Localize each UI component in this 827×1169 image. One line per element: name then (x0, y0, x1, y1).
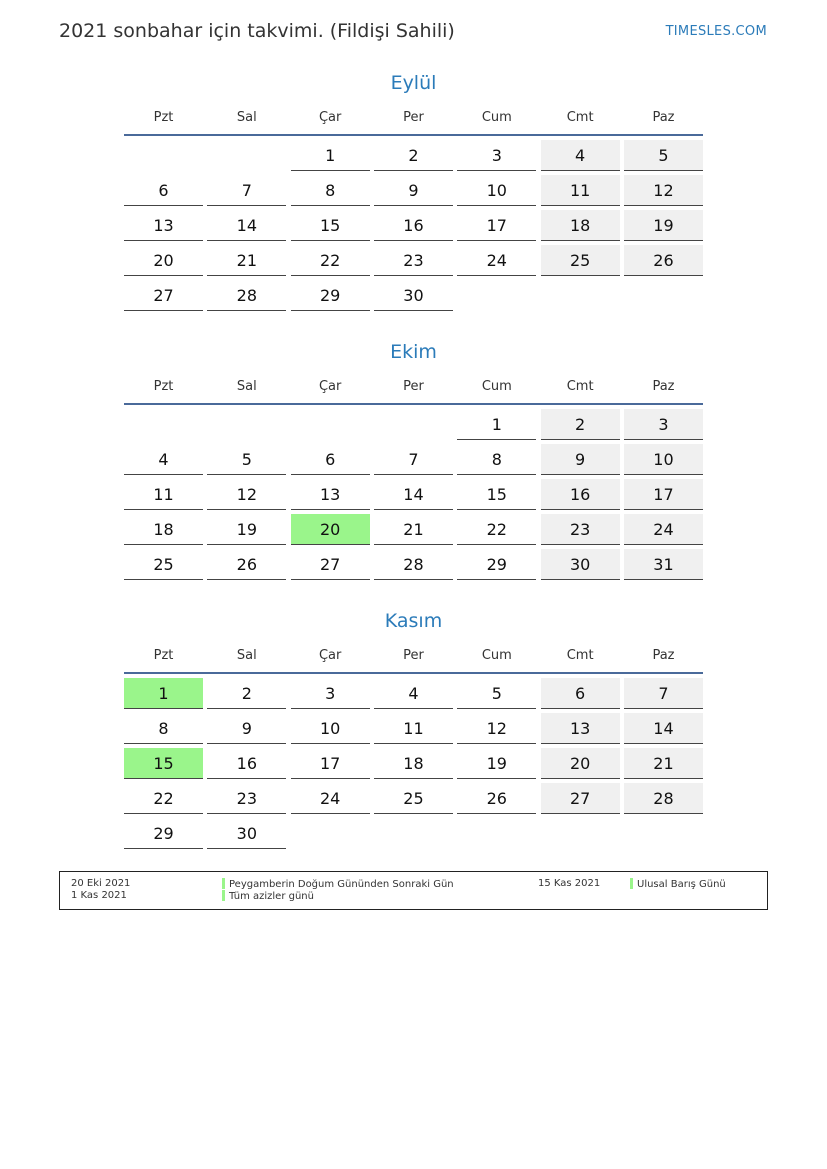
day-cell: 20 (124, 245, 203, 276)
day-cell: 29 (457, 549, 536, 580)
header-divider (124, 134, 703, 136)
legend-date: 1 Kas 2021 (71, 890, 127, 901)
weekday-label: Cmt (566, 110, 594, 125)
week-row (124, 678, 703, 709)
weekday-label: Cum (481, 379, 512, 394)
weekend-day-cell: 18 (541, 210, 620, 241)
weekday-header (124, 107, 703, 129)
week-row (124, 514, 703, 545)
day-cell: 22 (291, 245, 370, 276)
day-cell: 14 (374, 479, 453, 510)
week-row (124, 245, 703, 276)
weekday-header (124, 645, 703, 667)
day-cell: 11 (374, 713, 453, 744)
legend-holiday-name: Peygamberin Doğum Gününden Sonraki Gün (222, 878, 454, 890)
day-cell: 24 (291, 783, 370, 814)
page-title: 2021 sonbahar için takvimi. (Fildişi Sahili) (59, 20, 455, 42)
empty-cell (457, 818, 536, 849)
day-cell: 2 (207, 678, 286, 709)
weekend-day-cell: 30 (541, 549, 620, 580)
weekend-day-cell: 3 (624, 409, 703, 440)
weekend-day-cell: 4 (541, 140, 620, 171)
weekend-day-cell: 12 (624, 175, 703, 206)
weekday-label: Cmt (566, 648, 594, 663)
day-cell: 21 (207, 245, 286, 276)
week-row (124, 713, 703, 744)
weekend-day-cell: 17 (624, 479, 703, 510)
weekday-label: Pzt (153, 379, 174, 394)
weekday-label: Per (403, 648, 424, 663)
weekday-label: Sal (236, 379, 257, 394)
weekend-day-cell: 7 (624, 678, 703, 709)
day-cell: 6 (124, 175, 203, 206)
day-cell: 10 (457, 175, 536, 206)
day-cell: 16 (207, 748, 286, 779)
day-cell: 19 (457, 748, 536, 779)
weekday-label: Sal (236, 648, 257, 663)
empty-cell (457, 280, 536, 311)
weekend-day-cell: 9 (541, 444, 620, 475)
day-cell: 23 (207, 783, 286, 814)
weekday-label: Cmt (566, 379, 594, 394)
empty-cell (541, 280, 620, 311)
week-row (124, 748, 703, 779)
day-cell: 15 (457, 479, 536, 510)
week-row (124, 783, 703, 814)
day-cell: 25 (374, 783, 453, 814)
weekend-day-cell: 2 (541, 409, 620, 440)
month-title: Kasım (384, 610, 443, 632)
day-cell: 17 (291, 748, 370, 779)
legend-holiday-name: Ulusal Barış Günü (630, 878, 726, 890)
day-cell: 12 (457, 713, 536, 744)
day-cell: 15 (291, 210, 370, 241)
weekend-day-cell: 24 (624, 514, 703, 545)
empty-cell (207, 409, 286, 440)
empty-cell (374, 409, 453, 440)
day-cell: 17 (457, 210, 536, 241)
weekend-day-cell: 14 (624, 713, 703, 744)
month-title: Ekim (390, 341, 437, 363)
weekday-header (124, 376, 703, 398)
weekday-label: Paz (652, 379, 675, 394)
day-cell: 8 (291, 175, 370, 206)
legend-color-marker (630, 878, 633, 889)
week-row (124, 818, 703, 849)
weekday-label: Pzt (153, 110, 174, 125)
day-cell: 21 (374, 514, 453, 545)
week-row (124, 210, 703, 241)
weekday-label: Cum (481, 648, 512, 663)
legend-holiday-name: Tüm azizler günü (222, 890, 314, 902)
weekend-day-cell: 10 (624, 444, 703, 475)
day-cell: 5 (207, 444, 286, 475)
weekend-day-cell: 16 (541, 479, 620, 510)
day-cell: 4 (374, 678, 453, 709)
day-cell: 27 (124, 280, 203, 311)
weekday-label: Çar (318, 379, 342, 394)
weekday-label: Paz (652, 648, 675, 663)
weekend-day-cell: 11 (541, 175, 620, 206)
day-cell: 23 (374, 245, 453, 276)
day-cell: 9 (374, 175, 453, 206)
day-cell: 16 (374, 210, 453, 241)
header-divider (124, 403, 703, 405)
day-cell: 13 (291, 479, 370, 510)
holiday-day-cell: 15 (124, 748, 203, 779)
weekend-day-cell: 5 (624, 140, 703, 171)
week-row (124, 444, 703, 475)
day-cell: 29 (124, 818, 203, 849)
weekend-day-cell: 13 (541, 713, 620, 744)
day-cell: 30 (207, 818, 286, 849)
weekend-day-cell: 25 (541, 245, 620, 276)
week-row (124, 280, 703, 311)
holiday-day-cell: 20 (291, 514, 370, 545)
day-cell: 3 (457, 140, 536, 171)
empty-cell (124, 140, 203, 171)
day-cell: 12 (207, 479, 286, 510)
day-cell: 18 (374, 748, 453, 779)
weekday-label: Çar (318, 110, 342, 125)
weekday-label: Per (403, 379, 424, 394)
day-cell: 2 (374, 140, 453, 171)
day-cell: 7 (374, 444, 453, 475)
weekday-label: Çar (318, 648, 342, 663)
empty-cell (541, 818, 620, 849)
day-cell: 3 (291, 678, 370, 709)
day-cell: 7 (207, 175, 286, 206)
weekday-label: Paz (652, 110, 675, 125)
empty-cell (624, 280, 703, 311)
month-september (124, 69, 703, 311)
day-cell: 28 (207, 280, 286, 311)
header-divider (124, 672, 703, 674)
day-cell: 30 (374, 280, 453, 311)
empty-cell (124, 409, 203, 440)
month-title: Eylül (390, 72, 437, 94)
day-cell: 1 (291, 140, 370, 171)
weekend-day-cell: 21 (624, 748, 703, 779)
empty-cell (207, 140, 286, 171)
holiday-day-cell: 1 (124, 678, 203, 709)
day-cell: 18 (124, 514, 203, 545)
day-cell: 27 (291, 549, 370, 580)
legend-color-marker (222, 878, 225, 889)
weekend-day-cell: 27 (541, 783, 620, 814)
day-cell: 9 (207, 713, 286, 744)
day-cell: 13 (124, 210, 203, 241)
weekend-day-cell: 26 (624, 245, 703, 276)
legend-color-marker (222, 890, 225, 901)
day-cell: 8 (124, 713, 203, 744)
empty-cell (374, 818, 453, 849)
day-cell: 24 (457, 245, 536, 276)
weekday-label: Cum (481, 110, 512, 125)
month-october (124, 338, 703, 580)
day-cell: 10 (291, 713, 370, 744)
legend-date: 20 Eki 2021 (71, 878, 131, 889)
day-cell: 19 (207, 514, 286, 545)
day-cell: 1 (457, 409, 536, 440)
day-cell: 14 (207, 210, 286, 241)
weekday-label: Per (403, 110, 424, 125)
site-brand-link[interactable]: TIMESLES.COM (665, 24, 767, 39)
day-cell: 6 (291, 444, 370, 475)
week-row (124, 175, 703, 206)
legend-date: 15 Kas 2021 (538, 878, 601, 889)
weekend-day-cell: 19 (624, 210, 703, 241)
empty-cell (624, 818, 703, 849)
weekend-day-cell: 28 (624, 783, 703, 814)
day-cell: 22 (124, 783, 203, 814)
day-cell: 26 (207, 549, 286, 580)
week-row (124, 409, 703, 440)
weekend-day-cell: 20 (541, 748, 620, 779)
day-cell: 25 (124, 549, 203, 580)
day-cell: 11 (124, 479, 203, 510)
weekday-label: Sal (236, 110, 257, 125)
weekend-day-cell: 31 (624, 549, 703, 580)
day-cell: 26 (457, 783, 536, 814)
week-row (124, 140, 703, 171)
weekend-day-cell: 23 (541, 514, 620, 545)
empty-cell (291, 818, 370, 849)
day-cell: 5 (457, 678, 536, 709)
month-november (124, 607, 703, 849)
day-cell: 8 (457, 444, 536, 475)
weekday-label: Pzt (153, 648, 174, 663)
weekend-day-cell: 6 (541, 678, 620, 709)
week-row (124, 479, 703, 510)
day-cell: 4 (124, 444, 203, 475)
empty-cell (291, 409, 370, 440)
day-cell: 22 (457, 514, 536, 545)
week-row (124, 549, 703, 580)
day-cell: 29 (291, 280, 370, 311)
day-cell: 28 (374, 549, 453, 580)
holiday-legend (59, 871, 768, 910)
